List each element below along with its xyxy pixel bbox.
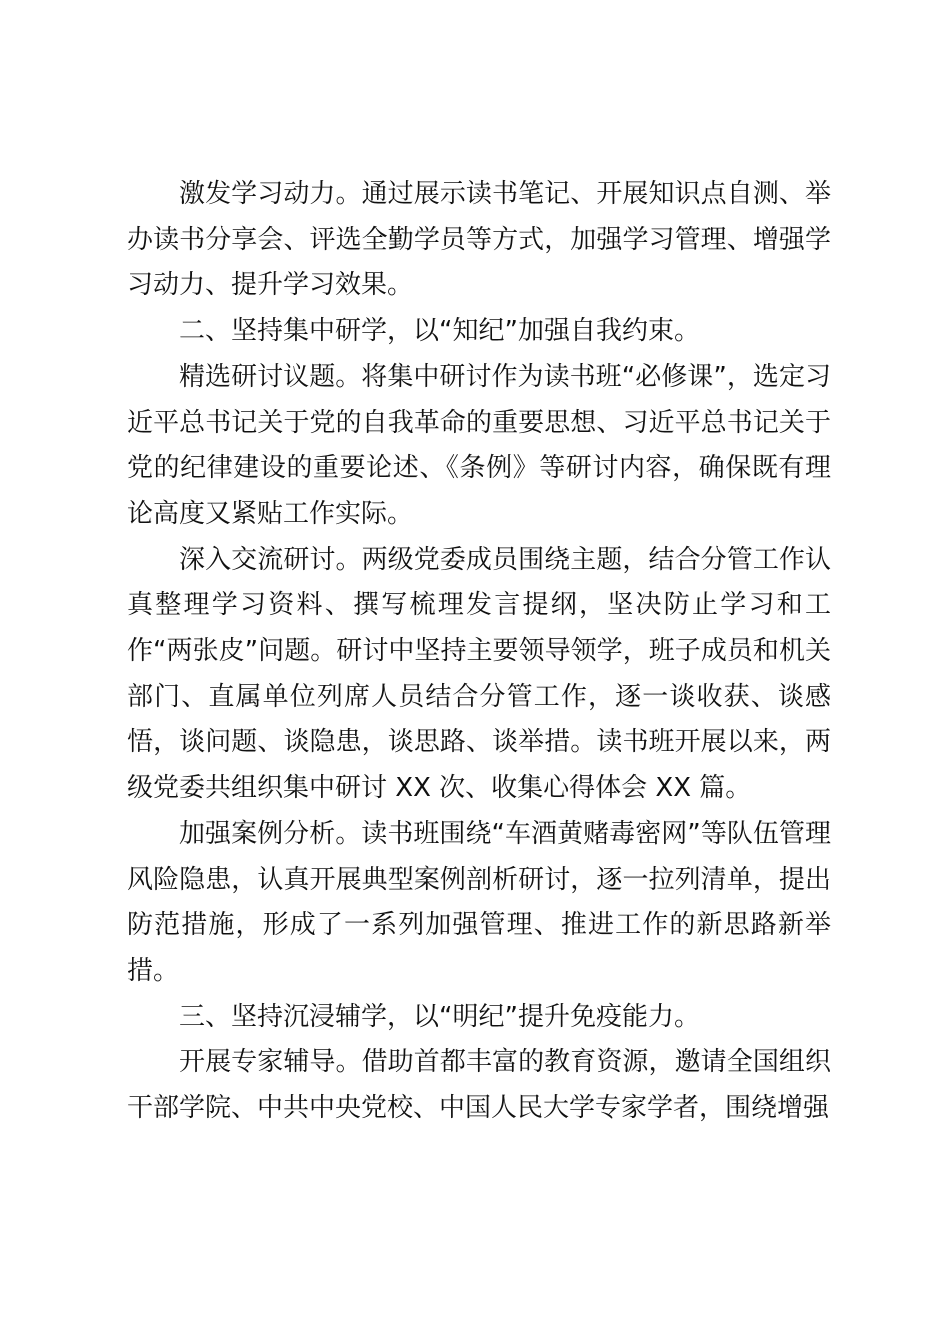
section-heading-2: 二、坚持集中研学，以“知纪”加强自我约束。	[179, 316, 700, 347]
paragraph-in-depth-discussion: 深入交流研讨。两级党委成员围绕主题，结合分管工作认真整理学习资料、撰写梳理发言提纲，坚决防止学习和工作“两张皮”问题。研讨中坚持主要领导领学，班子成员和机关部门、直属单位列席人员结合分管工作，逐一谈收获、谈感悟，谈问题、谈隐患，谈思路、谈举措。读书班开展以来，两级党委共组织集中研讨 XX 次、收集心得体会 XX 篇。	[127, 544, 831, 804]
paragraph-select-topics: 精选研讨议题。将集中研讨作为读书班“必修课”，选定习近平总书记关于党的自我革命的重要思想、习近平总书记关于党的纪律建设的重要论述、《条例》等研讨内容，确保既有理论高度又紧贴工作实际。	[127, 361, 831, 529]
document-body	[127, 172, 831, 1132]
paragraph-learning-motivation: 激发学习动力。通过展示读书笔记、开展知识点自测、举办读书分享会、评选全勤学员等方式，加强学习管理、增强学习动力、提升学习效果。	[127, 179, 831, 301]
paragraph-expert-guidance: 开展专家辅导。借助首都丰富的教育资源，邀请全国组织干部学院、中共中央党校、中国人民大学专家学者，围绕增强	[127, 1047, 831, 1124]
section-heading-3: 三、坚持沉浸辅学，以“明纪”提升免疫能力。	[179, 1001, 700, 1032]
paragraph-case-analysis: 加强案例分析。读书班围绕“车酒黄赌毒密网”等队伍管理风险隐患，认真开展典型案例剖析研讨，逐一拉列清单，提出防范措施，形成了一系列加强管理、推进工作的新思路新举措。	[127, 818, 831, 986]
